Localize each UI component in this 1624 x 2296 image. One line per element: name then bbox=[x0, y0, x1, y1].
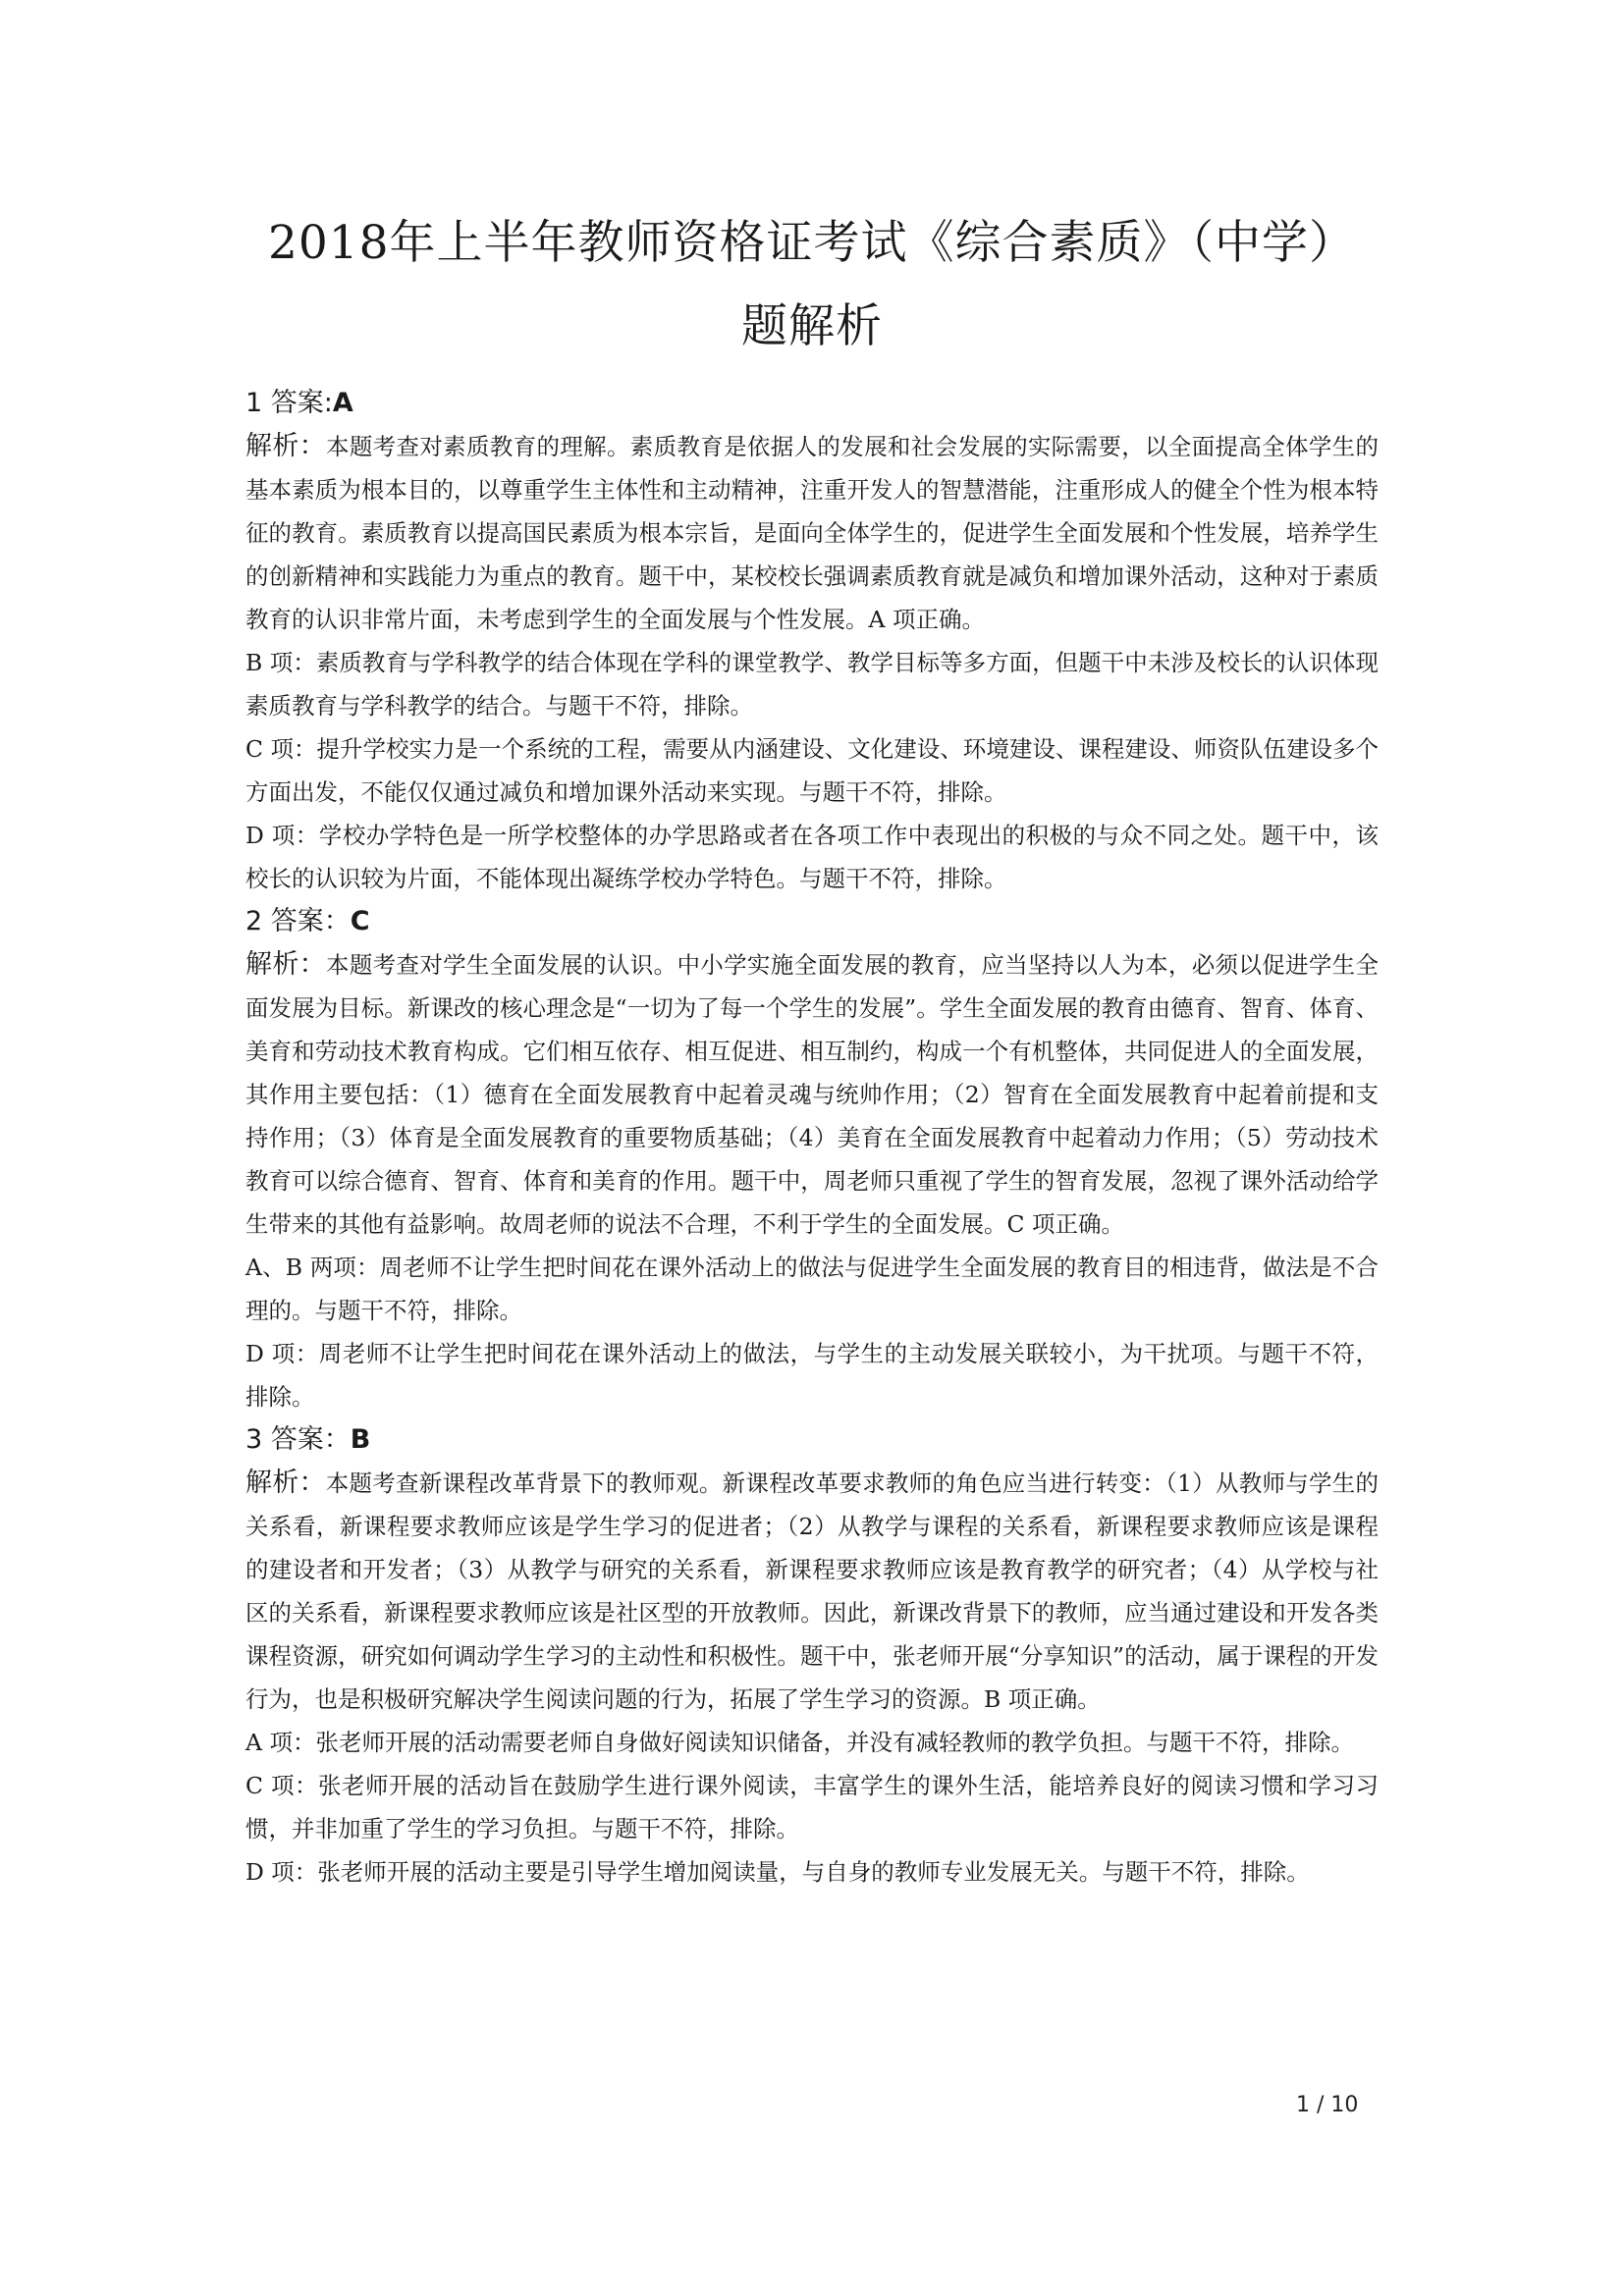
page-number: 1 / 10 bbox=[1296, 2093, 1359, 2117]
answer-letter: B bbox=[350, 1424, 371, 1455]
option-explanation: C 项：张老师开展的活动旨在鼓励学生进行课外阅读，丰富学生的课外生活，能培养良好的阅读习惯和学习习惯，并非加重了学生的学习负担。与题干不符，排除。 bbox=[245, 1772, 1379, 1842]
option-explanation: D 项：学校办学特色是一所学校整体的办学思路或者在各项工作中表现出的积极的与众不同之处。题干中，该校长的认识较为片面，不能体现出凝练学校办学特色。与题干不符，排除。 bbox=[245, 822, 1379, 892]
option-explanation: D 项：张老师开展的活动主要是引导学生增加阅读量，与自身的教师专业发展无关。与题干不符，排除。 bbox=[245, 1858, 1310, 1886]
answer-heading bbox=[245, 900, 1379, 943]
answer-section-3 bbox=[245, 1418, 1379, 1894]
analysis-text: 本题考查对学生全面发展的认识。中小学实施全面发展的教育，应当坚持以人为本，必须以促进学生全面发展为目标。新课改的核心理念是“一切为了每一个学生的发展”。学生全面发展的教育由德育、智育、体育、美育和劳动技术教育构成。它们相互依存、相互促进、相互制约，构成一个有机整体，共同促进人的全面发展，其作用主要包括：（1）德育在全面发展教育中起着灵魂与统帅作用；（2）智育在全面发展教育中起着前提和支持作用；（3）体育是全面发展教育的重要物质基础；（4）美育在全面发展教育中起着动力作用；（5）劳动技术教育可以综合德育、智育、体育和美育的作用。题干中，周老师只重视了学生的智育发展，忽视了课外活动给学生带来的其他有益影响。故周老师的说法不合理，不利于学生的全面发展。C 项正确。 bbox=[245, 951, 1380, 1238]
analysis-paragraph bbox=[245, 425, 1379, 641]
analysis-paragraph bbox=[245, 1462, 1379, 1721]
document-title bbox=[245, 201, 1379, 368]
analysis-label: 解析： bbox=[245, 431, 326, 461]
answer-heading bbox=[245, 1418, 1379, 1462]
option-explanation: A 项：张老师开展的活动需要老师自身做好阅读知识储备，并没有减轻教师的教学负担。与题干不符，排除。 bbox=[245, 1729, 1354, 1756]
title-line-1: 2018年上半年教师资格证考试《综合素质》（中学） bbox=[267, 216, 1357, 270]
answer-letter: A bbox=[332, 388, 353, 418]
answer-letter: C bbox=[350, 906, 370, 936]
answer-prefix: 3 答案： bbox=[245, 1424, 351, 1455]
analysis-text: 本题考查对素质教育的理解。素质教育是依据人的发展和社会发展的实际需要，以全面提高全体学生的基本素质为根本目的，以尊重学生主体性和主动精神，注重开发人的智慧潜能，注重形成人的健全个性为根本特征的教育。素质教育以提高国民素质为根本宗旨，是面向全体学生的，促进学生全面发展和个性发展，培养学生的创新精神和实践能力为重点的教育。题干中，某校校长强调素质教育就是减负和增加课外活动，这种对于素质教育的认识非常片面，未考虑到学生的全面发展与个性发展。A 项正确。 bbox=[245, 433, 1380, 633]
analysis-label: 解析： bbox=[245, 1468, 326, 1498]
answer-heading bbox=[245, 382, 1379, 425]
answer-section-2 bbox=[245, 900, 1379, 1418]
answer-section-1 bbox=[245, 382, 1379, 900]
option-explanation: B 项：素质教育与学科教学的结合体现在学科的课堂教学、教学目标等多方面，但题干中未涉及校长的认识体现素质教育与学科教学的结合。与题干不符，排除。 bbox=[245, 649, 1379, 720]
option-explanation: D 项：周老师不让学生把时间花在课外活动上的做法，与学生的主动发展关联较小，为干扰项。与题干不符，排除。 bbox=[245, 1340, 1379, 1411]
document-page bbox=[245, 201, 1379, 1894]
analysis-text: 本题考查新课程改革背景下的教师观。新课程改革要求教师的角色应当进行转变：（1）从教师与学生的关系看，新课程要求教师应该是学生学习的促进者；（2）从教学与课程的关系看，新课程要求教师应该是课程的建设者和开发者；（3）从教学与研究的关系看，新课程要求教师应该是教育教学的研究者；（4）从学校与社区的关系看，新课程要求教师应该是社区型的开放教师。因此，新课改背景下的教师，应当通过建设和开发各类课程资源，研究如何调动学生学习的主动性和积极性。题干中，张老师开展“分享知识”的活动，属于课程的开发行为，也是积极研究解决学生阅读问题的行为，拓展了学生学习的资源。B 项正确。 bbox=[245, 1469, 1380, 1713]
answer-prefix: 2 答案： bbox=[245, 906, 351, 936]
title-line-2: 题解析 bbox=[741, 299, 883, 353]
option-explanation: C 项：提升学校实力是一个系统的工程，需要从内涵建设、文化建设、环境建设、课程建设、师资队伍建设多个方面出发，不能仅仅通过减负和增加课外活动来实现。与题干不符，排除。 bbox=[245, 735, 1379, 806]
option-explanation: A、B 两项：周老师不让学生把时间花在课外活动上的做法与促进学生全面发展的教育目的相违背，做法是不合理的。与题干不符，排除。 bbox=[245, 1254, 1379, 1324]
answer-prefix: 1 答案: bbox=[245, 388, 333, 418]
analysis-label: 解析： bbox=[245, 949, 326, 980]
analysis-paragraph bbox=[245, 943, 1379, 1246]
